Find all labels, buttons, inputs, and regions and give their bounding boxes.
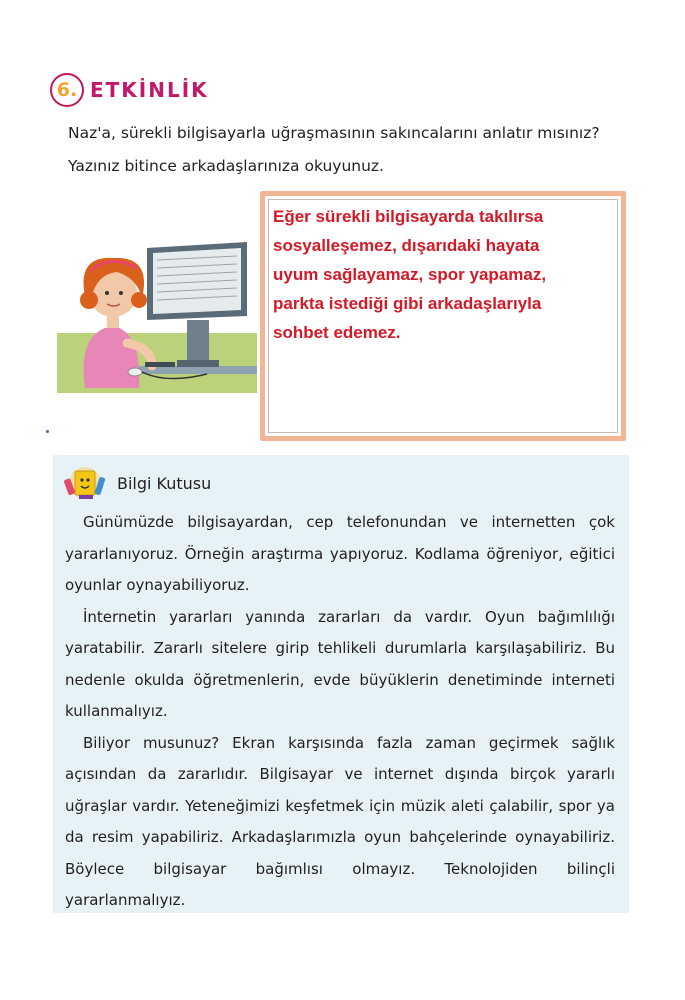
info-box-header <box>63 465 211 501</box>
monitor-stand <box>187 320 209 362</box>
activity-title: ETKİNLİK <box>90 78 209 102</box>
activity-number-badge: 6. <box>50 73 84 107</box>
computer-mouse <box>128 368 142 376</box>
girl-computer-illustration <box>57 238 257 393</box>
info-box-title: Bilgi Kutusu <box>117 473 212 493</box>
keyboard <box>145 362 175 367</box>
info-box-body <box>65 507 615 917</box>
activity-header <box>50 70 209 110</box>
girl-eye <box>105 291 109 295</box>
girl-hair-curl <box>131 292 147 308</box>
answer-box <box>260 191 626 441</box>
girl-eye <box>119 291 123 295</box>
info-paragraph: Günümüzde bilgisayardan, cep telefonundan ve internetten çok yararlanıyoruz. Örneğin araştırma yapıyoruz. Kodlama öğreniyor, eğitici oyunlar oynayabiliyoruz. <box>65 513 615 594</box>
info-paragraph: İnternetin yararları yanında zararları da vardır. Oyun bağımlılığı yaratabilir. Zararlı sitelere girip tehlikeli durumlarla karşılaşabiliriz. Bu nedenle okulda öğretmenlerin, evde büyüklerin denetiminde interneti kullanmalıyız. <box>65 607 615 720</box>
stray-dot <box>46 430 49 433</box>
girl-hair-curl <box>80 291 98 309</box>
book-pencil-icon <box>63 465 107 501</box>
answer-handwritten-text: Eğer sürekli bilgisayarda takılırsa sosyalleşemez, dışarıdaki hayata uyum sağlayamaz, spor yapamaz, parkta istediği gibi arkadaşlarıyla sohbet edemez. <box>273 207 547 342</box>
info-paragraph: Biliyor musunuz? Ekran karşısında fazla zaman geçirmek sağlık açısından da zararlıdır. Bilgisayar ve internet dışında birçok yararlı uğraşlar vardır. Yeteneğimizi keşfetmek için müzik aleti çalabilir, spor ya da resim yapabiliriz. Arkadaşlarımızla oyun bahçelerinde oynayabiliriz. Böylece bilgisayar bağımlısı olmayız. Teknolojiden bilinçli yararlanmalıyız. <box>65 733 615 909</box>
monitor-base <box>177 360 219 367</box>
activity-instruction: Naz'a, sürekli bilgisayarla uğraşmasının sakıncalarını anlatır mısınız? Yazınız bitince arkadaşlarınıza okuyunuz. <box>68 124 600 175</box>
info-box <box>53 455 629 913</box>
